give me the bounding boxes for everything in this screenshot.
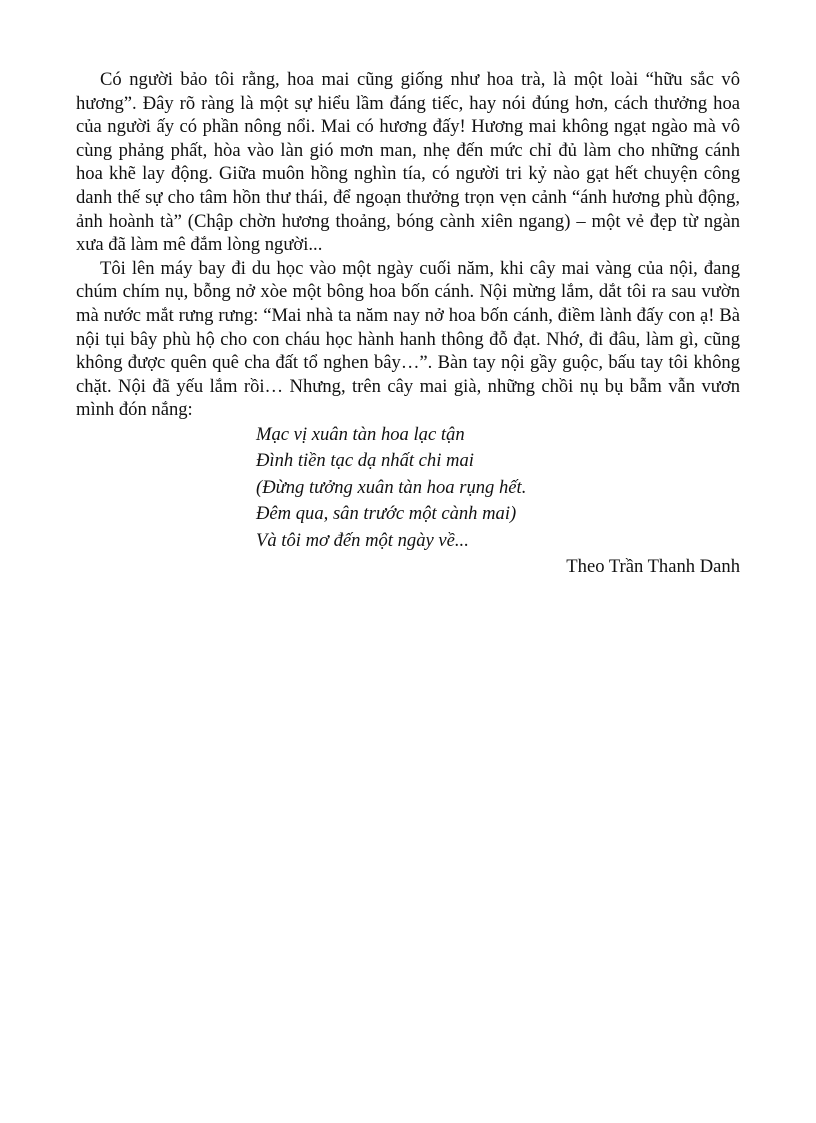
document-page — [76, 68, 740, 580]
poem-line-3: (Đừng tưởng xuân tàn hoa rụng hết. — [256, 476, 527, 498]
paragraph-1: Có người bảo tôi rằng, hoa mai cũng giống như hoa trà, là một loài “hữu sắc vô hương”. Đây rõ ràng là một sự hiểu lầm đáng tiếc, hay nói đúng hơn, cách thưởng hoa của người ấy có phần nông nổi. Mai có hương đấy! Hương mai không ngạt ngào mà vô cùng phảng phất, hòa vào làn gió mơn man, nhẹ đến mức chỉ đủ làm cho những cánh hoa khẽ lay động. Giữa muôn hồng nghìn tía, có người tri kỷ nào gạt hết chuyện công danh thế sự cho tâm hồn thư thái, để ngoạn thưởng trọn vẹn cảnh “ánh hương phù động, ảnh hoành tà” (Chập chờn hương thoảng, bóng cành xiên ngang) – một vẻ đẹp từ ngàn xưa đã làm mê đắm lòng người... — [76, 69, 740, 256]
attribution: Theo Trần Thanh Danh — [566, 556, 740, 578]
paragraph-2: Tôi lên máy bay đi du học vào một ngày cuối năm, khi cây mai vàng của nội, đang chúm chím nụ, bỗng nở xòe một bông hoa bốn cánh. Nội mừng lắm, dắt tôi ra sau vườn mà nước mắt rưng rưng: “Mai nhà ta năm nay nở hoa bốn cánh, điềm lành đấy con ạ! Bà nội tụi bây phù hộ cho con cháu học hành hanh thông đỗ đạt. Nhớ, đi đâu, làm gì, cũng không được quên quê cha đất tổ nghen bây…”. Bàn tay nội gầy guộc, bấu tay tôi không chặt. Nội đã yếu lắm rồi… Nhưng, trên cây mai già, những chồi nụ bụ bẫm vẫn vươn mình đón nắng: — [76, 257, 740, 421]
poem-line-1: Mạc vị xuân tàn hoa lạc tận — [256, 423, 465, 445]
poem-line-5: Và tôi mơ đến một ngày về... — [256, 529, 469, 551]
poem-line-2: Đình tiền tạc dạ nhất chi mai — [256, 450, 474, 472]
poem-block — [76, 422, 740, 555]
poem-line-4: Đêm qua, sân trước một cành mai) — [256, 503, 517, 525]
